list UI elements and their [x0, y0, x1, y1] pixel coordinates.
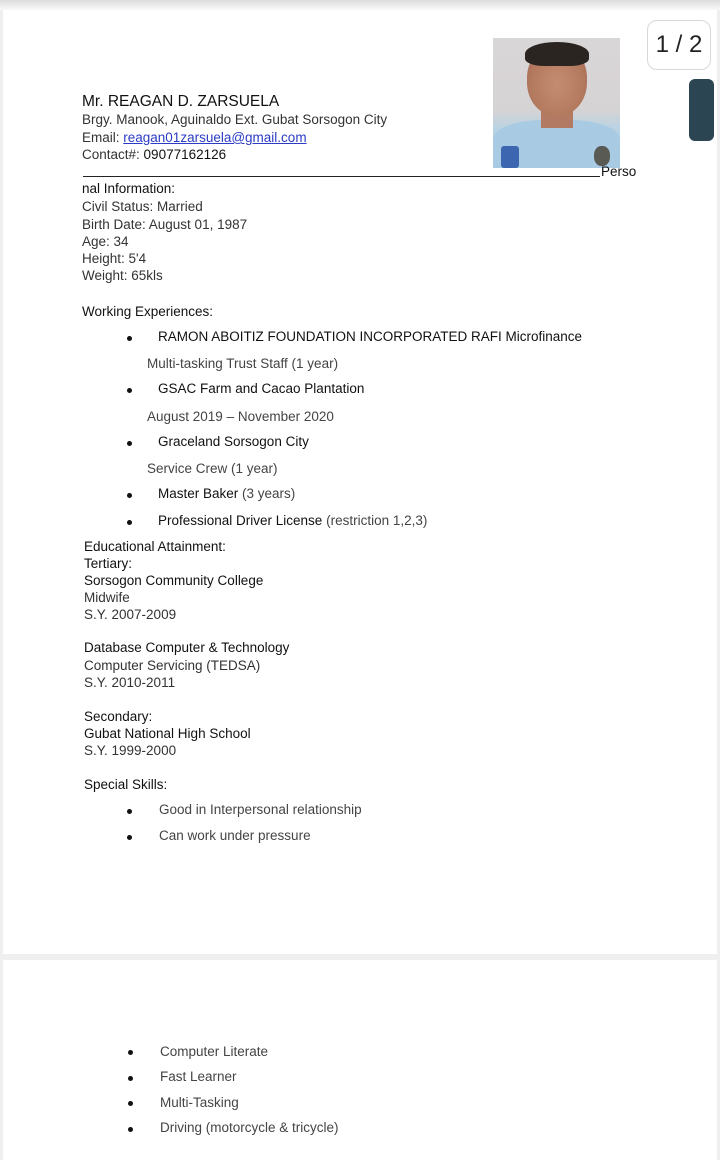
bullet-icon — [127, 336, 132, 341]
weight: Weight: 65kls — [82, 268, 163, 283]
email-line — [82, 130, 307, 145]
experience-item-detail: Multi-tasking Trust Staff (1 year) — [147, 356, 339, 371]
bullet-icon — [128, 1076, 133, 1081]
experience-item-title: Graceland Sorsogon City — [158, 434, 309, 449]
bullet-icon — [127, 809, 132, 814]
skills-heading: Special Skills: — [84, 777, 168, 792]
skill-item: Multi-Tasking — [160, 1095, 239, 1110]
experience-item-detail: Service Crew (1 year) — [147, 461, 278, 476]
tertiary-sy: S.Y. 2007-2009 — [84, 607, 177, 622]
bullet-icon — [127, 835, 132, 840]
email-link[interactable]: reagan01zarsuela@gmail.com — [123, 130, 307, 145]
vocational-school: Database Computer & Technology — [84, 640, 290, 655]
secondary-label: Secondary: — [84, 709, 153, 724]
divider-line — [83, 176, 600, 177]
personal-heading-part1: Perso — [601, 164, 637, 179]
top-shadow — [0, 0, 720, 10]
experience-heading: Working Experiences: — [82, 304, 214, 319]
bullet-icon — [127, 388, 132, 393]
experience-item-suffix: (restriction 1,2,3) — [322, 513, 428, 528]
bullet-icon — [127, 493, 132, 498]
experience-item — [158, 486, 295, 501]
secondary-sy: S.Y. 1999-2000 — [84, 743, 177, 758]
tertiary-label: Tertiary: — [84, 556, 133, 571]
bullet-icon — [127, 520, 132, 525]
contact-label: Contact#: — [82, 147, 144, 162]
vocational-course: Computer Servicing (TEDSA) — [84, 658, 261, 673]
experience-item-title: Master Baker — [158, 486, 239, 501]
email-label: Email: — [82, 130, 124, 145]
birth-date: Birth Date: August 01, 1987 — [82, 217, 248, 232]
civil-status: Civil Status: Married — [82, 199, 203, 214]
tertiary-course: Midwife — [84, 590, 130, 605]
vocational-sy: S.Y. 2010-2011 — [84, 675, 176, 690]
bullet-icon — [128, 1050, 133, 1055]
contact-line — [82, 147, 226, 162]
experience-item-title: GSAC Farm and Cacao Plantation — [158, 381, 365, 396]
age: Age: 34 — [82, 234, 129, 249]
skill-item: Computer Literate — [160, 1044, 269, 1059]
bullet-icon — [128, 1127, 133, 1132]
document-page-1 — [3, 4, 717, 954]
contact-number: 09077162126 — [143, 147, 227, 162]
tertiary-school: Sorsogon Community College — [84, 573, 264, 588]
skill-item: Can work under pressure — [159, 828, 311, 843]
experience-item-suffix: (3 years) — [238, 486, 296, 501]
bullet-icon — [127, 441, 132, 446]
profile-photo — [493, 38, 620, 168]
experience-item-title: RAMON ABOITIZ FOUNDATION INCORPORATED RAFI Microfinance — [158, 329, 583, 344]
scrollbar-thumb[interactable] — [689, 79, 714, 141]
experience-item-title: Professional Driver License — [158, 513, 323, 528]
page-indicator: 1 / 2 — [647, 20, 711, 70]
skill-item: Fast Learner — [160, 1069, 237, 1084]
applicant-name: Mr. REAGAN D. ZARSUELA — [82, 93, 280, 110]
skill-item: Driving (motorcycle & tricycle) — [160, 1120, 339, 1135]
experience-item-detail: August 2019 – November 2020 — [147, 409, 334, 424]
experience-item — [158, 513, 427, 528]
skill-item: Good in Interpersonal relationship — [159, 802, 362, 817]
document-page-2 — [3, 960, 717, 1160]
bullet-icon — [128, 1101, 133, 1106]
height: Height: 5'4 — [82, 251, 147, 266]
personal-info-heading: nal Information: — [82, 181, 176, 196]
secondary-school: Gubat National High School — [84, 726, 251, 741]
address: Brgy. Manook, Aguinaldo Ext. Gubat Sorsogon City — [82, 112, 388, 127]
education-heading: Educational Attainment: — [84, 539, 226, 554]
